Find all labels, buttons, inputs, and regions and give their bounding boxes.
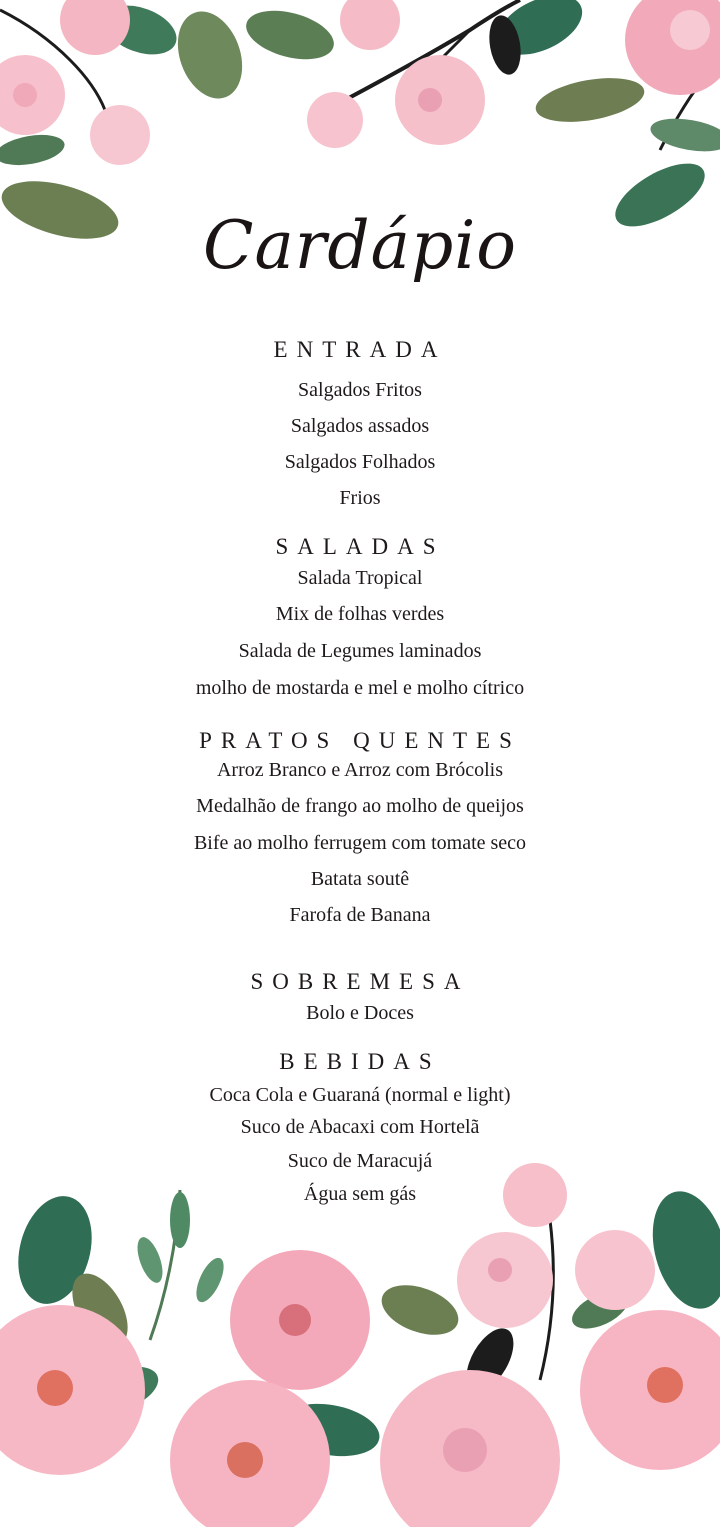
menu-item: Água sem gás — [303, 1183, 417, 1205]
menu-item: Medalhão de frango ao molho de queijos — [196, 795, 524, 817]
menu-item: Coca Cola e Guaraná (normal e light) — [209, 1084, 511, 1106]
menu-item: Bolo e Doces — [306, 1002, 414, 1024]
menu-item: Salgados assados — [290, 415, 430, 437]
menu-item: Salada Tropical — [297, 567, 423, 589]
menu-item: Suco de Maracujá — [287, 1150, 433, 1172]
menu-item: molho de mostarda e mel e molho cítrico — [195, 677, 525, 699]
section-heading-pratos-quentes: PRATOS QUENTES — [199, 728, 521, 753]
section-heading-saladas: SALADAS — [275, 534, 445, 559]
menu-item: Arroz Branco e Arroz com Brócolis — [216, 759, 503, 781]
floral-bottom-decoration — [0, 1160, 720, 1527]
menu-item: Salgados Folhados — [284, 451, 436, 473]
menu-item: Suco de Abacaxi com Hortelã — [240, 1116, 480, 1138]
menu-item: Salada de Legumes laminados — [238, 640, 482, 662]
menu-title: Cardápio — [202, 207, 518, 284]
menu-item: Frios — [339, 487, 381, 509]
menu-item: Farofa de Banana — [289, 904, 431, 926]
section-heading-sobremesa: SOBREMESA — [250, 969, 470, 994]
section-heading-bebidas: BEBIDAS — [279, 1049, 441, 1074]
menu-item: Mix de folhas verdes — [275, 603, 445, 625]
menu-item: Batata soutê — [310, 868, 410, 890]
menu-item: Bife ao molho ferrugem com tomate seco — [193, 832, 527, 854]
menu-item: Salgados Fritos — [298, 379, 422, 401]
section-heading-entrada: ENTRADA — [273, 337, 447, 362]
